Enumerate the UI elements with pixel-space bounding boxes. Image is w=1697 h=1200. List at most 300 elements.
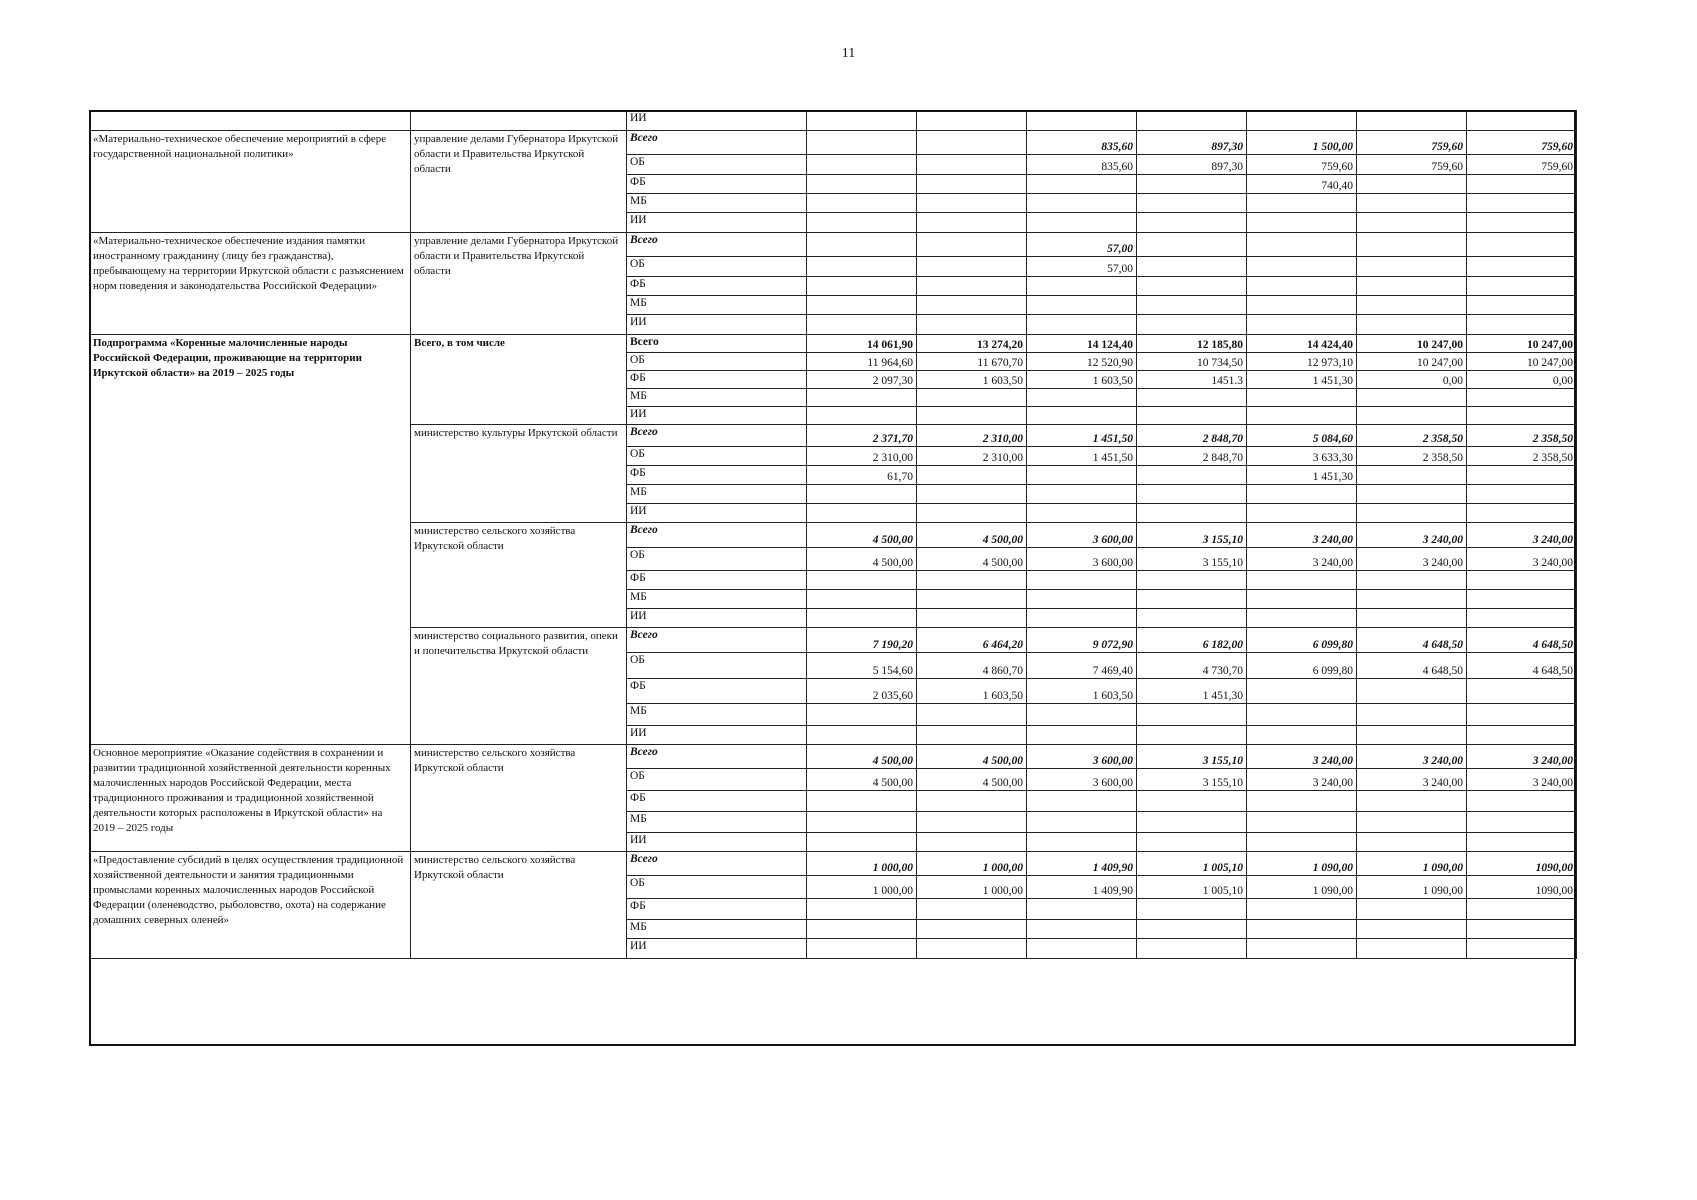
value-cell: 1 451,50 xyxy=(1027,447,1137,466)
value-cell xyxy=(917,609,1027,628)
value-cell xyxy=(917,315,1027,335)
value-cell xyxy=(1137,175,1247,194)
value-cell xyxy=(1137,257,1247,277)
value-cell xyxy=(1357,213,1467,233)
value-cell xyxy=(917,257,1027,277)
source-cell: ФБ xyxy=(627,277,807,296)
value-cell: 0,00 xyxy=(1467,371,1577,389)
value-cell xyxy=(1247,111,1357,131)
value-cell xyxy=(1247,679,1357,704)
table-row xyxy=(90,233,1577,257)
value-cell xyxy=(1247,920,1357,939)
source-cell: ОБ xyxy=(627,653,807,679)
value-cell xyxy=(1027,504,1137,523)
value-cell xyxy=(1027,315,1137,335)
source-cell: МБ xyxy=(627,194,807,213)
value-cell xyxy=(1467,233,1577,257)
source-cell: ИИ xyxy=(627,939,807,959)
value-cell xyxy=(807,233,917,257)
value-cell: 2 371,70 xyxy=(807,425,917,447)
value-cell xyxy=(1027,833,1137,852)
value-cell xyxy=(1137,389,1247,407)
value-cell xyxy=(917,407,1027,425)
value-cell: 4 500,00 xyxy=(917,523,1027,548)
source-cell: МБ xyxy=(627,812,807,833)
measure-name: «Материально-техническое обеспечение мероприятий в сфере государственной национальной политики» xyxy=(90,131,411,233)
value-cell xyxy=(1137,812,1247,833)
responsible-executor: управление делами Губернатора Иркутской области и Правительства Иркутской области xyxy=(411,131,627,233)
value-cell xyxy=(1137,920,1247,939)
value-cell xyxy=(807,389,917,407)
responsible-executor xyxy=(411,111,627,131)
value-cell xyxy=(1467,277,1577,296)
value-cell xyxy=(1137,485,1247,504)
measure-name: Основное мероприятие «Оказание содействия в сохранении и развитии традиционной хозяйственной деятельности коренных малочисленных народов Российской Федерации, места традиционного проживания и традиционной хозяйственной деятельности которых расположены в Иркутской области» на 2019 – 2025 годы xyxy=(90,745,411,852)
source-cell: ИИ xyxy=(627,407,807,425)
value-cell xyxy=(917,155,1027,175)
value-cell xyxy=(1247,233,1357,257)
value-cell: 4 648,50 xyxy=(1467,628,1577,653)
value-cell: 4 860,70 xyxy=(917,653,1027,679)
value-cell xyxy=(1027,726,1137,745)
value-cell xyxy=(1247,899,1357,920)
value-cell: 5 084,60 xyxy=(1247,425,1357,447)
value-cell xyxy=(1467,833,1577,852)
value-cell xyxy=(807,939,917,959)
value-cell: 1 000,00 xyxy=(917,876,1027,899)
source-cell: ОБ xyxy=(627,548,807,571)
value-cell xyxy=(1357,175,1467,194)
source-cell: Всего xyxy=(627,745,807,769)
responsible-executor: министерство сельского хозяйства Иркутской области xyxy=(411,852,627,959)
value-cell: 4 730,70 xyxy=(1137,653,1247,679)
value-cell xyxy=(1247,315,1357,335)
value-cell: 1 451,50 xyxy=(1027,425,1137,447)
value-cell xyxy=(1247,609,1357,628)
value-cell xyxy=(1027,899,1137,920)
value-cell xyxy=(807,131,917,155)
value-cell: 3 240,00 xyxy=(1467,769,1577,791)
source-cell: МБ xyxy=(627,920,807,939)
value-cell xyxy=(917,812,1027,833)
value-cell xyxy=(807,833,917,852)
value-cell xyxy=(917,175,1027,194)
value-cell: 14 124,40 xyxy=(1027,335,1137,353)
value-cell xyxy=(807,277,917,296)
value-cell xyxy=(917,485,1027,504)
value-cell: 1090,00 xyxy=(1467,876,1577,899)
value-cell xyxy=(807,175,917,194)
value-cell: 57,00 xyxy=(1027,257,1137,277)
value-cell xyxy=(1357,899,1467,920)
value-cell xyxy=(1027,213,1137,233)
value-cell xyxy=(1467,590,1577,609)
value-cell xyxy=(1467,704,1577,726)
value-cell: 3 240,00 xyxy=(1467,745,1577,769)
value-cell: 897,30 xyxy=(1137,155,1247,175)
value-cell xyxy=(1137,315,1247,335)
value-cell: 1 451,30 xyxy=(1247,371,1357,389)
value-cell: 759,60 xyxy=(1247,155,1357,175)
value-cell xyxy=(1027,277,1137,296)
value-cell xyxy=(1137,833,1247,852)
value-cell xyxy=(1137,277,1247,296)
value-cell xyxy=(1357,466,1467,485)
value-cell xyxy=(1357,609,1467,628)
value-cell xyxy=(1357,277,1467,296)
value-cell xyxy=(1467,485,1577,504)
value-cell: 1 409,90 xyxy=(1027,852,1137,876)
value-cell: 3 240,00 xyxy=(1247,769,1357,791)
value-cell: 2 310,00 xyxy=(917,447,1027,466)
source-cell: ИИ xyxy=(627,726,807,745)
measure-name: «Материально-техническое обеспечение издания памятки иностранному гражданину (лицу без гражданства), пребывающему на территории Иркутской области с разъяснением норм поведения и законодательства Российской Федерации» xyxy=(90,233,411,335)
value-cell: 11 670,70 xyxy=(917,353,1027,371)
source-cell: ОБ xyxy=(627,876,807,899)
source-cell: Всего xyxy=(627,335,807,353)
value-cell: 1 090,00 xyxy=(1357,852,1467,876)
value-cell: 4 648,50 xyxy=(1467,653,1577,679)
value-cell xyxy=(807,194,917,213)
value-cell xyxy=(807,704,917,726)
source-cell: ФБ xyxy=(627,899,807,920)
measure-name: «Предоставление субсидий в целях осуществления традиционной хозяйственной деятельности и занятия традиционными промыслами коренных малочисленных народов Российской Федерации (оленеводство, рыболовство, охота) на содержание домашних северных оленей» xyxy=(90,852,411,959)
value-cell: 759,60 xyxy=(1357,131,1467,155)
value-cell xyxy=(1467,213,1577,233)
value-cell xyxy=(1247,791,1357,812)
value-cell xyxy=(1137,791,1247,812)
value-cell: 4 648,50 xyxy=(1357,653,1467,679)
value-cell xyxy=(917,791,1027,812)
value-cell: 11 964,60 xyxy=(807,353,917,371)
value-cell: 2 848,70 xyxy=(1137,425,1247,447)
value-cell xyxy=(807,590,917,609)
value-cell xyxy=(807,257,917,277)
value-cell xyxy=(1137,111,1247,131)
value-cell xyxy=(1027,389,1137,407)
source-cell: МБ xyxy=(627,590,807,609)
value-cell xyxy=(1137,407,1247,425)
value-cell xyxy=(1467,389,1577,407)
value-cell xyxy=(1467,939,1577,959)
source-cell: ФБ xyxy=(627,466,807,485)
value-cell: 7 190,20 xyxy=(807,628,917,653)
value-cell: 14 424,40 xyxy=(1247,335,1357,353)
value-cell: 835,60 xyxy=(1027,155,1137,175)
measure-name xyxy=(90,111,411,131)
value-cell: 3 240,00 xyxy=(1357,745,1467,769)
value-cell xyxy=(1247,389,1357,407)
value-cell xyxy=(917,571,1027,590)
value-cell xyxy=(917,389,1027,407)
responsible-executor: Всего, в том числе xyxy=(411,335,627,425)
value-cell xyxy=(917,704,1027,726)
value-cell: 10 247,00 xyxy=(1357,353,1467,371)
value-cell xyxy=(1357,812,1467,833)
value-cell xyxy=(1467,175,1577,194)
value-cell xyxy=(1027,571,1137,590)
value-cell: 3 155,10 xyxy=(1137,745,1247,769)
source-cell: ИИ xyxy=(627,213,807,233)
source-cell: ОБ xyxy=(627,353,807,371)
value-cell: 10 247,00 xyxy=(1467,335,1577,353)
value-cell: 1 000,00 xyxy=(807,852,917,876)
value-cell: 759,60 xyxy=(1467,131,1577,155)
value-cell xyxy=(1357,704,1467,726)
value-cell: 835,60 xyxy=(1027,131,1137,155)
value-cell: 12 973,10 xyxy=(1247,353,1357,371)
value-cell xyxy=(1467,315,1577,335)
value-cell xyxy=(1247,194,1357,213)
value-cell xyxy=(917,590,1027,609)
value-cell xyxy=(807,111,917,131)
value-cell xyxy=(917,233,1027,257)
value-cell xyxy=(1247,296,1357,315)
source-cell: ФБ xyxy=(627,175,807,194)
value-cell: 1 603,50 xyxy=(1027,679,1137,704)
value-cell: 3 155,10 xyxy=(1137,548,1247,571)
value-cell xyxy=(1027,194,1137,213)
value-cell: 897,30 xyxy=(1137,131,1247,155)
value-cell: 10 734,50 xyxy=(1137,353,1247,371)
value-cell: 12 520,90 xyxy=(1027,353,1137,371)
value-cell xyxy=(1137,194,1247,213)
value-cell xyxy=(1467,257,1577,277)
value-cell: 14 061,90 xyxy=(807,335,917,353)
value-cell: 3 240,00 xyxy=(1357,548,1467,571)
value-cell xyxy=(1247,257,1357,277)
value-cell: 3 240,00 xyxy=(1357,769,1467,791)
value-cell xyxy=(1137,233,1247,257)
value-cell xyxy=(807,726,917,745)
source-cell: ИИ xyxy=(627,833,807,852)
value-cell: 2 310,00 xyxy=(807,447,917,466)
value-cell: 1 000,00 xyxy=(917,852,1027,876)
value-cell xyxy=(1137,899,1247,920)
value-cell xyxy=(1027,920,1137,939)
source-cell: МБ xyxy=(627,704,807,726)
value-cell: 1 005,10 xyxy=(1137,876,1247,899)
value-cell xyxy=(1137,590,1247,609)
value-cell xyxy=(1137,466,1247,485)
value-cell: 2 358,50 xyxy=(1467,447,1577,466)
value-cell xyxy=(1357,389,1467,407)
value-cell xyxy=(1467,679,1577,704)
value-cell: 4 500,00 xyxy=(917,745,1027,769)
value-cell xyxy=(917,466,1027,485)
value-cell: 2 310,00 xyxy=(917,425,1027,447)
value-cell: 4 500,00 xyxy=(917,548,1027,571)
value-cell xyxy=(1247,485,1357,504)
value-cell: 10 247,00 xyxy=(1467,353,1577,371)
page-number: 11 xyxy=(841,46,856,61)
value-cell: 9 072,90 xyxy=(1027,628,1137,653)
value-cell xyxy=(1027,175,1137,194)
source-cell: МБ xyxy=(627,485,807,504)
value-cell: 1 090,00 xyxy=(1247,852,1357,876)
source-cell: Всего xyxy=(627,425,807,447)
value-cell xyxy=(1247,407,1357,425)
value-cell xyxy=(1467,812,1577,833)
value-cell: 3 600,00 xyxy=(1027,745,1137,769)
table-row xyxy=(90,335,1577,353)
value-cell xyxy=(917,504,1027,523)
value-cell xyxy=(1467,899,1577,920)
value-cell: 3 240,00 xyxy=(1467,548,1577,571)
value-cell xyxy=(1137,704,1247,726)
value-cell: 1451.3 xyxy=(1137,371,1247,389)
value-cell xyxy=(1027,609,1137,628)
value-cell xyxy=(1357,939,1467,959)
value-cell: 4 500,00 xyxy=(917,769,1027,791)
source-cell: Всего xyxy=(627,628,807,653)
value-cell xyxy=(917,194,1027,213)
value-cell xyxy=(1247,277,1357,296)
value-cell xyxy=(807,485,917,504)
value-cell xyxy=(1137,726,1247,745)
value-cell: 3 600,00 xyxy=(1027,523,1137,548)
value-cell xyxy=(1247,590,1357,609)
value-cell xyxy=(807,296,917,315)
source-cell: ИИ xyxy=(627,609,807,628)
source-cell: Всего xyxy=(627,233,807,257)
value-cell: 4 500,00 xyxy=(807,745,917,769)
value-cell xyxy=(917,213,1027,233)
value-cell xyxy=(1247,939,1357,959)
value-cell: 3 155,10 xyxy=(1137,769,1247,791)
value-cell: 2 358,50 xyxy=(1467,425,1577,447)
responsible-executor: министерство культуры Иркутской области xyxy=(411,425,627,523)
value-cell xyxy=(1027,485,1137,504)
value-cell: 2 097,30 xyxy=(807,371,917,389)
value-cell xyxy=(1467,194,1577,213)
value-cell xyxy=(1137,609,1247,628)
value-cell: 2 035,60 xyxy=(807,679,917,704)
value-cell xyxy=(1357,296,1467,315)
responsible-executor: министерство сельского хозяйства Иркутской области xyxy=(411,523,627,628)
value-cell xyxy=(1027,466,1137,485)
source-cell: ОБ xyxy=(627,257,807,277)
table-row xyxy=(90,852,1577,876)
responsible-executor: министерство социального развития, опеки и попечительства Иркутской области xyxy=(411,628,627,745)
source-cell: МБ xyxy=(627,389,807,407)
value-cell xyxy=(1137,504,1247,523)
value-cell xyxy=(1357,315,1467,335)
source-cell: ИИ xyxy=(627,111,807,131)
source-cell: ИИ xyxy=(627,504,807,523)
value-cell: 759,60 xyxy=(1467,155,1577,175)
value-cell xyxy=(1357,111,1467,131)
value-cell: 1090,00 xyxy=(1467,852,1577,876)
source-cell: Всего xyxy=(627,523,807,548)
value-cell: 0,00 xyxy=(1357,371,1467,389)
value-cell: 57,00 xyxy=(1027,233,1137,257)
value-cell xyxy=(1467,726,1577,745)
value-cell xyxy=(807,155,917,175)
value-cell xyxy=(1357,590,1467,609)
value-cell: 6 182,00 xyxy=(1137,628,1247,653)
value-cell: 61,70 xyxy=(807,466,917,485)
source-cell: ОБ xyxy=(627,447,807,466)
value-cell: 1 603,50 xyxy=(1027,371,1137,389)
value-cell xyxy=(807,791,917,812)
value-cell: 6 099,80 xyxy=(1247,653,1357,679)
value-cell xyxy=(1467,466,1577,485)
value-cell xyxy=(1357,194,1467,213)
table-row xyxy=(90,745,1577,769)
value-cell xyxy=(917,131,1027,155)
value-cell xyxy=(1357,571,1467,590)
value-cell xyxy=(1357,233,1467,257)
responsible-executor: управление делами Губернатора Иркутской области и Правительства Иркутской области xyxy=(411,233,627,335)
value-cell xyxy=(807,504,917,523)
value-cell xyxy=(1137,296,1247,315)
value-cell xyxy=(1027,111,1137,131)
value-cell: 1 090,00 xyxy=(1357,876,1467,899)
table-row xyxy=(90,111,1577,131)
value-cell xyxy=(807,315,917,335)
value-cell xyxy=(1467,296,1577,315)
value-cell xyxy=(807,920,917,939)
value-cell: 1 451,30 xyxy=(1247,466,1357,485)
value-cell xyxy=(1467,571,1577,590)
value-cell xyxy=(1027,704,1137,726)
value-cell xyxy=(917,277,1027,296)
value-cell: 759,60 xyxy=(1357,155,1467,175)
value-cell: 3 600,00 xyxy=(1027,769,1137,791)
source-cell: Всего xyxy=(627,131,807,155)
value-cell xyxy=(807,571,917,590)
value-cell xyxy=(1247,704,1357,726)
value-cell xyxy=(1247,213,1357,233)
source-cell: Всего xyxy=(627,852,807,876)
value-cell xyxy=(1467,111,1577,131)
budget-table xyxy=(89,110,1577,959)
value-cell xyxy=(1467,609,1577,628)
value-cell: 10 247,00 xyxy=(1357,335,1467,353)
value-cell: 7 469,40 xyxy=(1027,653,1137,679)
source-cell: ФБ xyxy=(627,571,807,590)
value-cell: 1 451,30 xyxy=(1137,679,1247,704)
value-cell xyxy=(1247,812,1357,833)
value-cell: 3 240,00 xyxy=(1247,745,1357,769)
value-cell xyxy=(1027,407,1137,425)
value-cell xyxy=(1247,833,1357,852)
value-cell: 3 240,00 xyxy=(1467,523,1577,548)
value-cell: 1 005,10 xyxy=(1137,852,1247,876)
source-cell: ОБ xyxy=(627,155,807,175)
value-cell xyxy=(917,111,1027,131)
value-cell: 3 633,30 xyxy=(1247,447,1357,466)
value-cell: 2 358,50 xyxy=(1357,425,1467,447)
value-cell xyxy=(1247,726,1357,745)
value-cell xyxy=(1467,920,1577,939)
value-cell xyxy=(807,609,917,628)
value-cell: 2 358,50 xyxy=(1357,447,1467,466)
value-cell xyxy=(1357,679,1467,704)
value-cell: 6 464,20 xyxy=(917,628,1027,653)
value-cell xyxy=(1357,504,1467,523)
value-cell: 3 240,00 xyxy=(1247,548,1357,571)
value-cell: 3 240,00 xyxy=(1247,523,1357,548)
value-cell: 3 155,10 xyxy=(1137,523,1247,548)
value-cell xyxy=(1467,504,1577,523)
value-cell xyxy=(917,939,1027,959)
value-cell: 13 274,20 xyxy=(917,335,1027,353)
value-cell xyxy=(807,407,917,425)
table-row xyxy=(90,131,1577,155)
source-cell: ОБ xyxy=(627,769,807,791)
